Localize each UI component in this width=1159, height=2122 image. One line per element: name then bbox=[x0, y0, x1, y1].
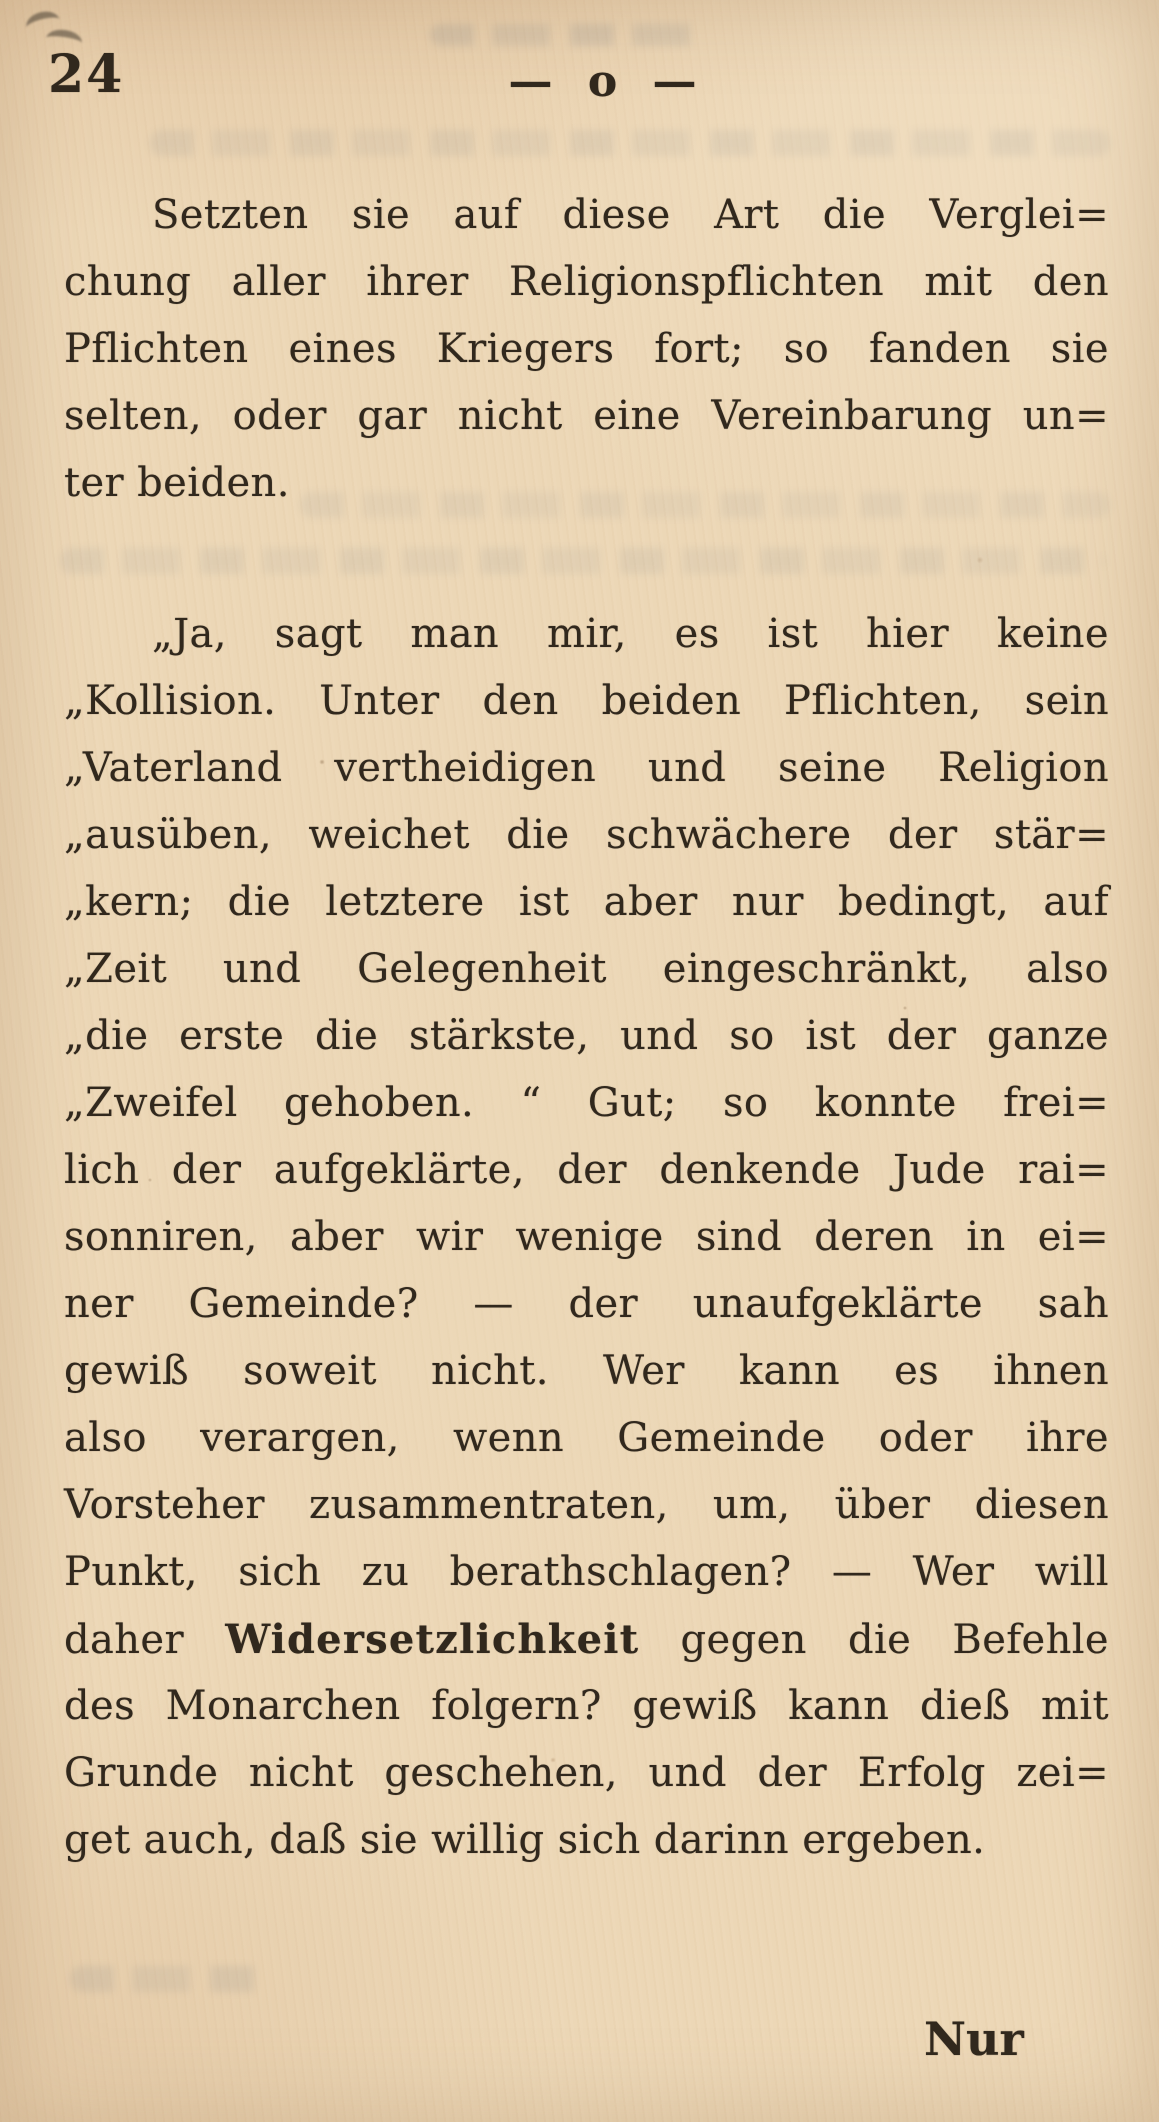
text-line bbox=[64, 316, 1109, 383]
text-line bbox=[64, 668, 1109, 735]
text-line bbox=[64, 1673, 1109, 1740]
text-segment: „Zeit und Gelegenheit eingeschränkt, also bbox=[64, 946, 1109, 992]
text-line bbox=[64, 182, 1109, 249]
text-line bbox=[64, 383, 1109, 450]
text-segment: Setzten sie auf diese Art die Verglei= bbox=[152, 192, 1109, 238]
text-line bbox=[64, 1740, 1109, 1807]
text-line bbox=[64, 1405, 1109, 1472]
text-line bbox=[64, 1271, 1109, 1338]
text-line bbox=[64, 1472, 1109, 1539]
text-line bbox=[64, 1606, 1109, 1673]
text-line bbox=[64, 936, 1109, 1003]
text-segment: gewiß soweit nicht. Wer kann es ihnen bbox=[64, 1348, 1109, 1394]
text-line bbox=[64, 1070, 1109, 1137]
text-segment: lich der aufgeklärte, der denkende Jude rai= bbox=[64, 1147, 1109, 1193]
text-line bbox=[64, 1807, 1109, 1874]
text-segment: „Vaterland vertheidigen und seine Religion bbox=[64, 745, 1109, 791]
text-segment: „Zweifel gehoben. “ Gut; so konnte frei= bbox=[64, 1080, 1109, 1126]
text-line bbox=[64, 450, 1109, 517]
text-line bbox=[64, 601, 1109, 668]
text-segment: „Ja, sagt man mir, es ist hier keine bbox=[152, 611, 1109, 657]
text-segment: Vorsteher zusammentraten, um, über diesen bbox=[64, 1482, 1109, 1528]
text-segment: gegen die Befehle bbox=[639, 1617, 1109, 1663]
text-line bbox=[64, 802, 1109, 869]
header-ornament: — o — bbox=[508, 56, 707, 107]
text-segment: also verargen, wenn Gemeinde oder ihre bbox=[64, 1415, 1109, 1461]
text-segment: „die erste die stärkste, und so ist der ganze bbox=[64, 1013, 1109, 1059]
text-block bbox=[64, 182, 1109, 1874]
text-segment: „kern; die letztere ist aber nur bedingt, auf bbox=[64, 879, 1109, 925]
text-line bbox=[64, 735, 1109, 802]
bleedthrough-text-ghost bbox=[70, 1966, 265, 1992]
text-segment: daher bbox=[64, 1617, 226, 1663]
text-line bbox=[64, 1539, 1109, 1606]
text-segment: chung aller ihrer Religionspflichten mit den bbox=[64, 259, 1109, 305]
text-segment: ter beiden. bbox=[64, 460, 290, 506]
text-segment: „ausüben, weichet die schwächere der stär= bbox=[64, 812, 1109, 858]
text-line bbox=[64, 1137, 1109, 1204]
text-segment: Pflichten eines Kriegers fort; so fanden sie bbox=[64, 326, 1109, 372]
text-segment: get auch, daß sie willig sich darinn ergeben. bbox=[64, 1817, 986, 1863]
text-line bbox=[64, 869, 1109, 936]
page-number: 24 bbox=[48, 44, 125, 105]
text-segment: sonniren, aber wir wenige sind deren in ei= bbox=[64, 1214, 1109, 1260]
text-segment: des Monarchen folgern? gewiß kann dieß mit bbox=[64, 1683, 1109, 1729]
bleedthrough-ornament-ghost bbox=[430, 24, 700, 46]
text-segment: ner Gemeinde? — der unaufgeklärte sah bbox=[64, 1281, 1109, 1327]
catchword: Nur bbox=[924, 2012, 1024, 2066]
text-line bbox=[64, 1003, 1109, 1070]
emphasized-word: Widersetzlichkeit bbox=[225, 1616, 640, 1663]
paragraph bbox=[64, 182, 1109, 517]
text-segment: selten, oder gar nicht eine Vereinbarung un= bbox=[64, 393, 1109, 439]
margin-scribble-mark bbox=[24, 8, 63, 39]
text-segment: Grunde nicht geschehen, und der Erfolg zei= bbox=[64, 1750, 1109, 1796]
text-line bbox=[64, 1204, 1109, 1271]
text-segment: Punkt, sich zu berathschlagen? — Wer will bbox=[64, 1549, 1109, 1595]
text-line bbox=[64, 1338, 1109, 1405]
text-line bbox=[64, 249, 1109, 316]
paragraph bbox=[64, 601, 1109, 1874]
bleedthrough-text-ghost bbox=[150, 130, 1110, 156]
text-segment: „Kollision. Unter den beiden Pflichten, sein bbox=[64, 678, 1109, 724]
